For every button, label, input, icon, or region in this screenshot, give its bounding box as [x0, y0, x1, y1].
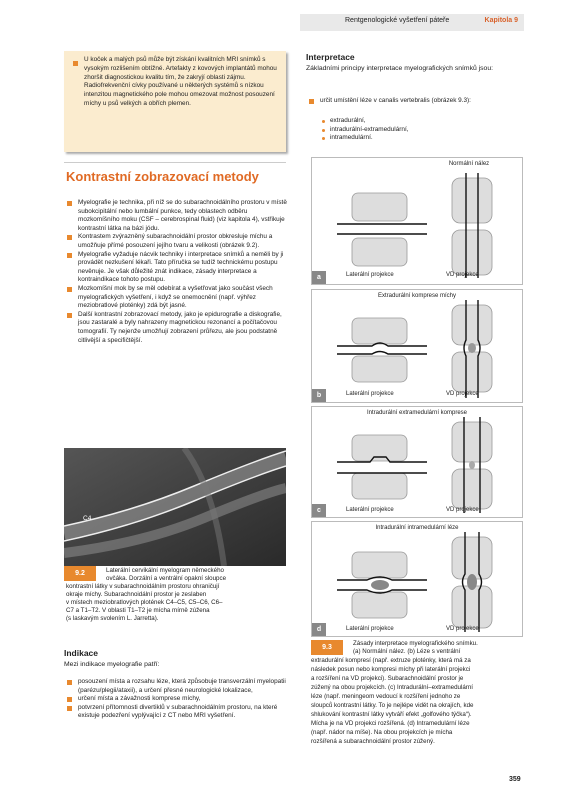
list-item: intradurální-extramedulární,	[320, 126, 520, 135]
figure-number-badge: 9.2	[64, 566, 96, 581]
myelogram-photo	[64, 448, 286, 566]
bullet-square-icon	[67, 680, 72, 685]
figure-caption-line: C7 a T1–T2. V oblasti T1–T2 je mícha mírně zúžena	[66, 607, 210, 614]
diagram-panel-b	[311, 289, 523, 403]
list-item: extradurální,	[320, 117, 520, 126]
figure-caption-line: v místech meziobratlových plotének C4–C5, C5–C6, C6–	[66, 599, 223, 606]
figure-caption-line: kontrastní látky v subarachnoidálním prostoru ohraničují	[66, 583, 220, 590]
panel-title: Extradurální komprese míchy	[377, 293, 457, 299]
chapter-label: Kapitola 9	[484, 17, 518, 24]
figure-caption-line: rozšířená a subarachnoidální prostor zúžený.	[311, 738, 435, 745]
indications-intro: Mezi indikace myelografie patří:	[64, 661, 160, 668]
lateral-view-label: Laterální projekce	[346, 391, 394, 397]
interpretation-intro: Základními principy interpretace myelografických snímků jsou:	[306, 65, 493, 72]
list-item: Další kontrastní zobrazovací metody, jako je epidurografie a diskografie, jsou zastaralé a byly nahrazeny magnetickou rezonancí a počítačovou tomografií. Ty nejenže umožňují zobrazení průřezu, ale jsou podstatně citlivější a specifičtější.	[64, 311, 289, 345]
figure-caption-line: (a) Normální nález. (b) Léze s ventrální	[353, 648, 461, 655]
interpretation-title: Interpretace	[306, 52, 355, 62]
list-item: potvrzení přítomnosti divertiklů v subarachnoidálním prostoru, na které existuje podezření vyplývající z CT nebo MRI vyšetření.	[64, 704, 289, 721]
lateral-view-label: Laterální projekce	[346, 272, 394, 278]
figure-caption-line: Zásady interpretace myelografického snímku.	[353, 640, 478, 647]
panel-title: Intradurální extramedulární komprese	[366, 410, 468, 416]
figure-caption-line: a rozšíření na VD projekci). Subarachnoidální prostor je	[311, 675, 464, 682]
list-item: určit umístění léze v canalis vertebralis (obrázek 9.3):	[306, 97, 526, 106]
lateral-view-label: Laterální projekce	[346, 507, 394, 513]
panel-letter: a	[312, 271, 326, 284]
location-sublist	[320, 117, 520, 143]
figure-caption-line: okraje míchy. Subarachnoidální prostor je zeslaben	[66, 591, 207, 598]
list-item: posouzení místa a rozsahu léze, která způsobuje transverzální myelopatii (parézu/plegii/ataxii), a určení přesné neurologické lokalizace,	[64, 678, 289, 695]
bullet-square-icon	[67, 287, 72, 292]
bullet-square-icon	[73, 61, 78, 66]
bullet-dot-icon	[322, 137, 325, 140]
figure-caption-line: (např. nádor na míše). Na obou projekcích je mícha	[311, 729, 453, 736]
panel-letter: b	[312, 389, 326, 402]
bullet-square-icon	[67, 253, 72, 258]
figure-caption-line: extradurální kompresí (např. extruze ploténky, která má za	[311, 657, 471, 664]
lateral-view-label: Laterální projekce	[346, 626, 394, 632]
page-number: 359	[509, 776, 521, 783]
indications-title: Indikace	[64, 648, 99, 658]
figure-caption-line: shlukování kontrastní látky vytváří efekt „golfového týčka“).	[311, 711, 472, 718]
vd-view-label: VD projekce	[446, 626, 479, 632]
diagram-panel-a	[311, 157, 523, 285]
bullet-square-icon	[67, 697, 72, 702]
panel-title: Normální nález	[448, 161, 490, 167]
list-item: Kontrastem zvýrazněný subarachnoidální prostor obkresluje míchu a umožňuje přímé posouzení jejího tvaru a velikosti (obrázek 9.2).	[64, 233, 289, 250]
bullet-square-icon	[67, 706, 72, 711]
vd-view-label: VD projekce	[446, 391, 479, 397]
list-item: určení místa a závažnosti komprese míchy,	[64, 695, 289, 704]
bullet-square-icon	[67, 235, 72, 240]
figure-number-badge: 9.3	[311, 640, 343, 655]
bullet-square-icon	[67, 313, 72, 318]
panel-letter: d	[312, 623, 326, 636]
figure-caption-line: sloupců kontrastní látky. To je nejlépe vidět na okrajích, kde	[311, 702, 474, 709]
panel-title: Intradurální intramedulární léze	[375, 525, 459, 531]
interpretation-list	[306, 97, 526, 106]
diagram-panel-d	[311, 521, 523, 637]
contrast-bullet-list	[64, 199, 289, 345]
panel-letter: c	[312, 504, 326, 517]
running-title: Rentgenologické vyšetření páteře	[345, 17, 450, 24]
figure-caption-line: ovčáka. Dorzální a ventrální opakní sloupce	[106, 575, 227, 582]
vd-view-label: VD projekce	[446, 507, 479, 513]
bullet-dot-icon	[322, 129, 325, 132]
list-item: intramedulární.	[320, 134, 520, 143]
indications-list	[64, 678, 289, 721]
figure-caption-line: následek posun nebo kompresi míchy při laterální projekci	[311, 666, 471, 673]
figure-caption-line: (s laskavým svolením L. Jarretta).	[66, 615, 159, 622]
list-item: Myelografie je technika, při níž se do subarachnoidálního prostoru v místě subokcipitální nebo lumbální punkce, tedy oblastech odběru mozkomíšního moku (CSF – cerebrospinal fluid) (viz kapitola 4), vstřikuje kontrastní látka na bázi jódu.	[64, 199, 289, 233]
bullet-square-icon	[309, 99, 314, 104]
vd-view-label: VD projekce	[446, 272, 479, 278]
diagram-panel-c	[311, 406, 523, 518]
note-text: U koček a malých psů může být získání kvalitních MRI snímků s vysokým rozlišením obtížné. Artefakty z kovových implantátů mohou zhoršit diagnostickou kvalitu tím, že zakryjí oblasti zájmu. Radiofrekvenční cívky používané u některých systémů s nízkou intenzitou magnetického pole mohou omezovat možnost posouzení míchy u psů velkých a obřích plemen.	[84, 56, 277, 107]
bullet-square-icon	[67, 201, 72, 206]
note-box	[64, 51, 286, 152]
vertebra-label: C4	[83, 515, 92, 522]
running-header	[300, 14, 524, 31]
figure-caption-line: Mícha je na VD projekci rozšířená. (d) Intramedulární léze	[311, 720, 470, 727]
list-item: Mozkomíšní mok by se měl odebírat a vyšetřovat jako součást všech myelografických vyšetření, i když se onemocnění (např. výhřez meziobratlové ploténky) zdá být jasné.	[64, 285, 289, 311]
figure-caption-line: Laterální cervikální myelogram německého	[106, 567, 224, 574]
figure-caption-line: léze (např. meningeom vedoucí k rozšíření jednoho ze	[311, 693, 461, 700]
section-title: Kontrastní zobrazovací metody	[66, 169, 259, 184]
list-item: Myelografie vyžaduje nácvik techniky i interpretace snímků a neměli by ji provádět nezkušení lékaři. Tato příručka se tudíž technickému postupu nevěnuje. Je však důležité znát indikace, zásady interpretace a kontraindikace tohoto postupu.	[64, 251, 289, 285]
section-divider	[64, 162, 286, 163]
bullet-dot-icon	[322, 120, 325, 123]
figure-caption-line: zúžený na obou projekcích. (c) Intradurální–extramedulární	[311, 684, 473, 691]
